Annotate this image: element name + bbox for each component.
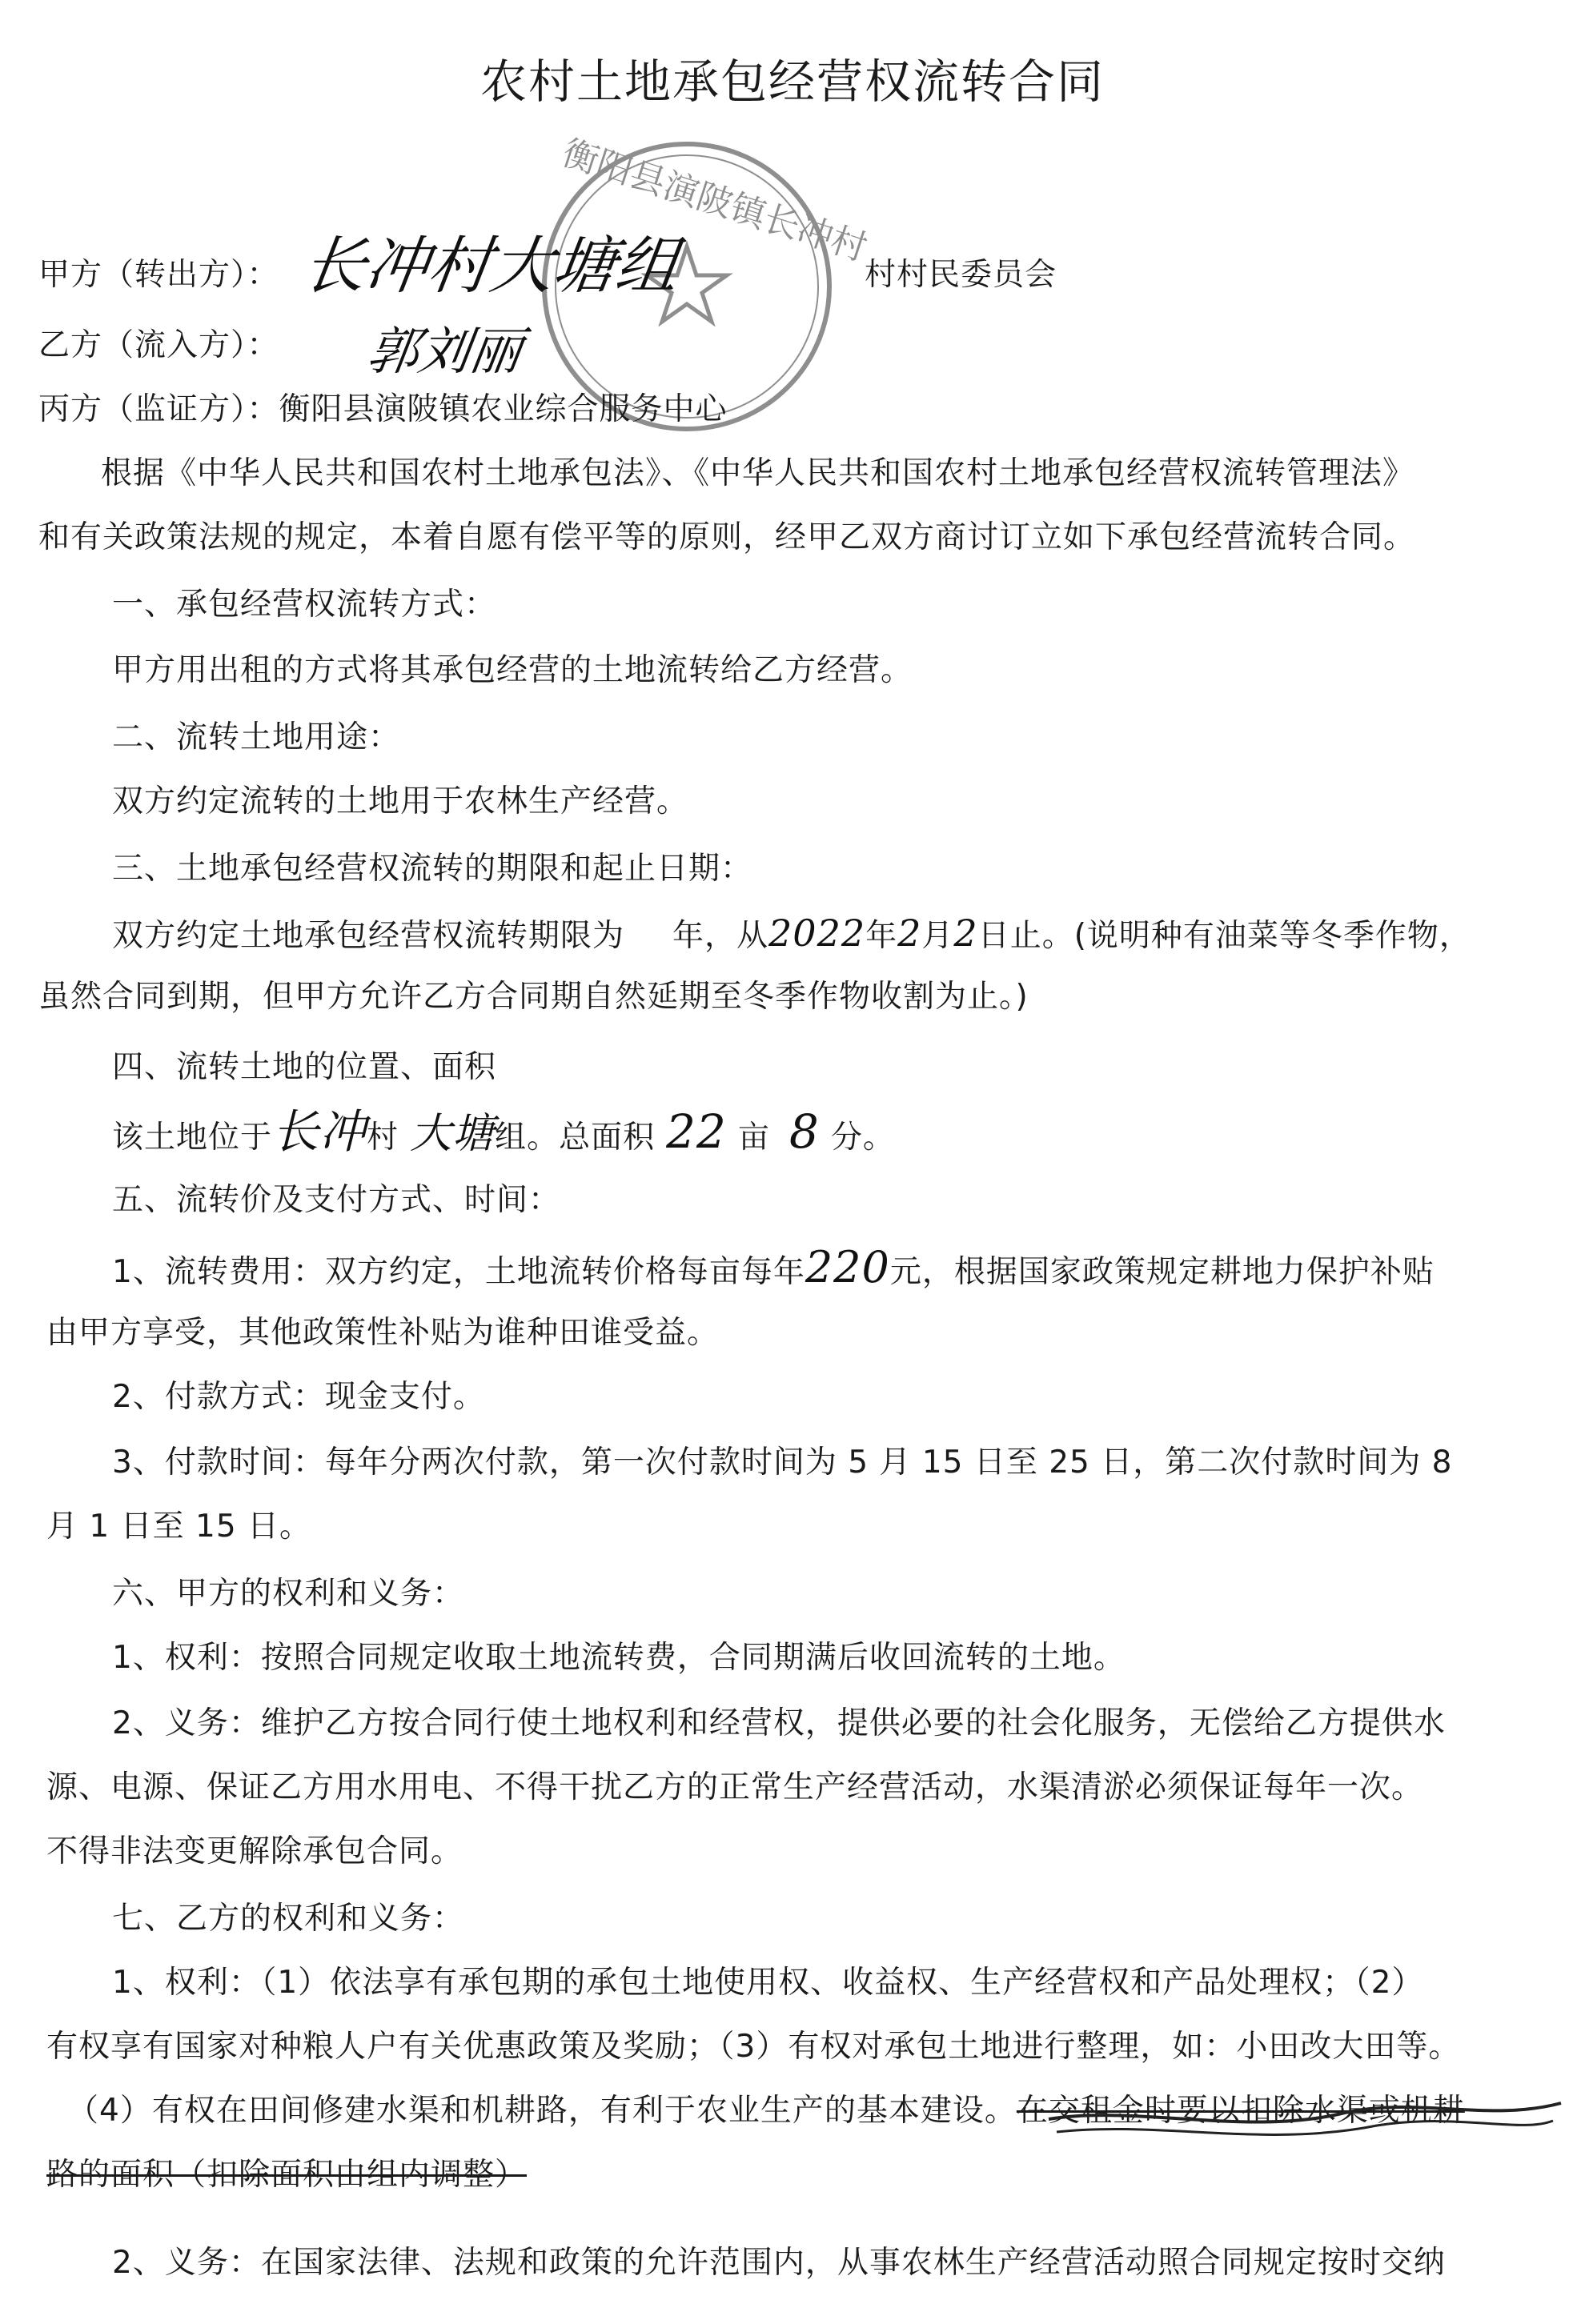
page-title: 农村土地承包经营权流转合同 [480,54,1105,109]
party-c-line: 丙方（监证方）：衡阳县演陂镇农业综合服务中心 [38,391,728,427]
section-4-text [112,1104,895,1159]
s4-c: 组。总面积 [495,1120,656,1156]
section-4-heading: 四、流转土地的位置、面积 [112,1049,497,1085]
s4-hw-group: 大塘 [410,1110,496,1158]
section-5-1-line-1 [112,1242,1435,1293]
section-3-text-line-2: 虽然合同到期，但甲方允许乙方合同期自然延期至冬季作物收割为止。) [38,979,1029,1015]
s7-1-3b-struck: 在交租金时要以扣除水渠或机耕 [1016,2093,1465,2129]
strikethrough-scribble-icon [1041,2081,1569,2193]
section-5-3-line-2: 月 1 日至 15 日。 [46,1509,312,1545]
section-2-text: 双方约定流转的土地用于农林生产经营。 [112,783,689,819]
party-b-handwritten: 郭刘丽 [363,323,526,382]
s3-text-a: 双方约定土地承包经营权流转期限为 [112,918,625,954]
s5-1-a: 1、流转费用：双方约定，土地流转价格每亩每年 [112,1254,805,1290]
section-6-1: 1、权利：按照合同规定收取土地流转费，合同期满后收回流转的土地。 [112,1640,1126,1676]
party-a-label: 甲方（转出方）： [38,257,279,293]
section-5-heading: 五、流转价及支付方式、时间： [112,1182,561,1218]
intro-line-2: 和有关政策法规的规定，本着自愿有偿平等的原则，经甲乙双方商讨订立如下承包经营流转合同。 [38,519,1416,555]
s3-hw-month: 2 [897,912,922,955]
s4-d: 亩 [737,1120,770,1156]
section-5-2: 2、付款方式：现金支付。 [112,1379,485,1415]
section-3-heading: 三、土地承包经营权流转的期限和起止日期： [112,851,753,887]
section-7-1-line-4-struck: 路的面积（扣除面积由组内调整） [46,2157,528,2193]
section-5-1-line-2: 由甲方享受，其他政策性补贴为谁种田谁受益。 [46,1315,720,1351]
section-1-text: 甲方用出租的方式将其承包经营的土地流转给乙方经营。 [112,652,913,688]
section-7-2: 2、义务：在国家法律、法规和政策的允许范围内，从事农林生产经营活动照合同规定按时交纳 [112,2245,1446,2281]
s4-e: 分。 [830,1120,895,1156]
intro-line-1: 根据《中华人民共和国农村土地承包法》、《中华人民共和国农村土地承包经营权流转管理法》 [101,455,1415,491]
section-6-heading: 六、甲方的权利和义务： [112,1576,465,1612]
section-2-heading: 二、流转土地用途： [112,719,401,755]
section-6-2-line-1: 2、义务：维护乙方按合同行使土地权利和经营权，提供必要的社会化服务，无偿给乙方提供水 [112,1705,1446,1741]
section-1-heading: 一、承包经营权流转方式： [112,587,497,623]
section-7-heading: 七、乙方的权利和义务： [112,1901,465,1937]
s7-1-3a: （4）有权在田间修建水渠和机耕路，有利于农业生产的基本建设。 [67,2093,1017,2129]
section-7-1-line-1: 1、权利：（1）依法享有承包期的承包土地使用权、收益权、生产经营权和产品处理权；（2） [112,1965,1424,2001]
s4-hw-village: 长冲 [272,1104,367,1159]
s3-text-b: 年，从 [672,918,769,954]
party-b-label: 乙方（流入方）： [38,327,279,363]
section-6-2-line-3: 不得非法变更解除承包合同。 [46,1833,463,1869]
section-7-1-line-2: 有权享有国家对种粮人户有关优惠政策及奖励；（3）有权对承包土地进行整理，如：小田改大田等。 [46,2029,1461,2065]
s4-a: 该土地位于 [112,1120,273,1156]
s4-hw-mu: 22 [666,1104,727,1159]
s3-text-e: 日止。(说明种有油菜等冬季作物， [977,918,1471,954]
section-5-3-line-1: 3、付款时间：每年分两次付款，第一次付款时间为 5 月 15 日至 25 日，第二次付款时间为 8 [112,1444,1453,1481]
party-a-suffix: 村村民委员会 [865,257,1057,293]
s3-text-c: 年 [865,918,898,954]
s3-hw-year: 2022 [768,912,866,955]
section-6-2-line-2: 源、电源、保证乙方用水用电、不得干扰乙方的正常生产经营活动，水渠清淤必须保证每年一次。 [46,1769,1424,1805]
s3-hw-day: 2 [953,912,978,955]
seal-text: 衡阳县演陂镇长冲村 [557,132,872,270]
s3-text-d: 月 [921,918,954,954]
s4-b: 村 [367,1120,399,1156]
party-a-line [38,254,279,296]
s5-1-b: 元，根据国家政策规定耕地力保护补贴 [889,1254,1435,1290]
party-a-handwritten: 长冲村大塘组 [298,230,684,303]
s5-1-hw: 220 [805,1242,890,1292]
section-3-text-line-1 [112,912,1471,957]
s4-hw-fen: 8 [788,1104,820,1159]
